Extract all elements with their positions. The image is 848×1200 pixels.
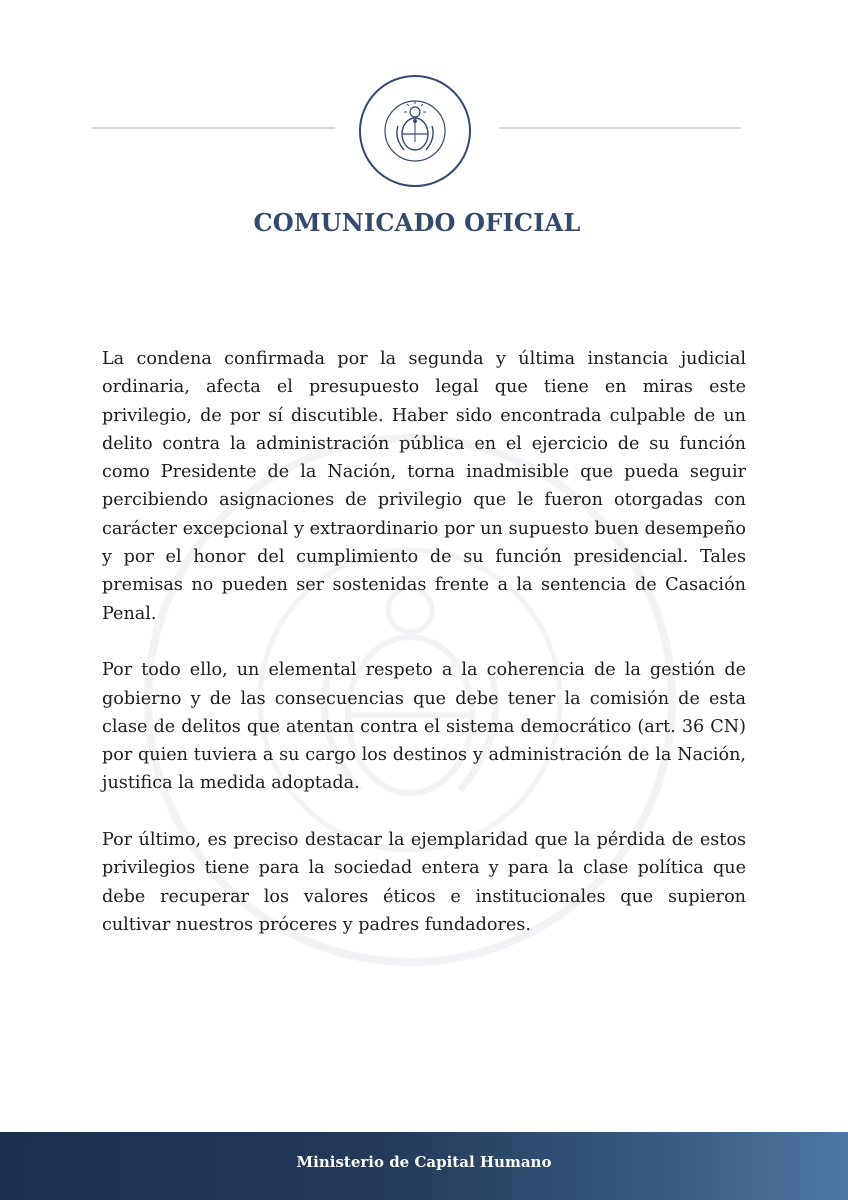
- document-title: COMUNICADO OFICIAL: [253, 208, 581, 237]
- body-paragraph: Por último, es preciso destacar la ejemplaridad que la pérdida de estos privilegios tiene para la sociedad entera y para la clase política que debe recuperar los valores éticos e institucionales que supieron cultivar nuestros próceres y padres fundadores.: [102, 830, 746, 935]
- footer-ministry-name: Ministerio de Capital Humano: [296, 1153, 552, 1171]
- communique-body: [102, 345, 746, 968]
- header-rule-left: [92, 127, 335, 129]
- body-paragraph: Por todo ello, un elemental respeto a la coherencia de la gestión de gobierno y de las consecuencias que debe tener la comisión de esta clase de delitos que atentan contra el sistema democrático (art. 36 CN) por quien tuviera a su cargo los destinos y administración de la Nación, justifica la medida adoptada.: [102, 660, 746, 794]
- body-paragraph: La condena confirmada por la segunda y última instancia judicial ordinaria, afecta el presupuesto legal que tiene en miras este privilegio, de por sí discutible. Haber sido encontrada culpable de un delito contra la administración pública en el ejercicio de su función como Presidente de la Nación, torna inadmisible que pueda seguir percibiendo asignaciones de privilegio que le fueron otorgadas con carácter excepcional y extraordinario por un supuesto buen desempeño y por el honor del cumplimiento de su función presidencial. Tales premisas no pueden ser sostenidas frente a la sentencia de Casación Penal.: [102, 349, 746, 624]
- ministry-seal-icon: [358, 74, 472, 188]
- letterhead: [0, 0, 848, 280]
- header-rule-right: [499, 127, 741, 129]
- footer-bar: [0, 1132, 848, 1200]
